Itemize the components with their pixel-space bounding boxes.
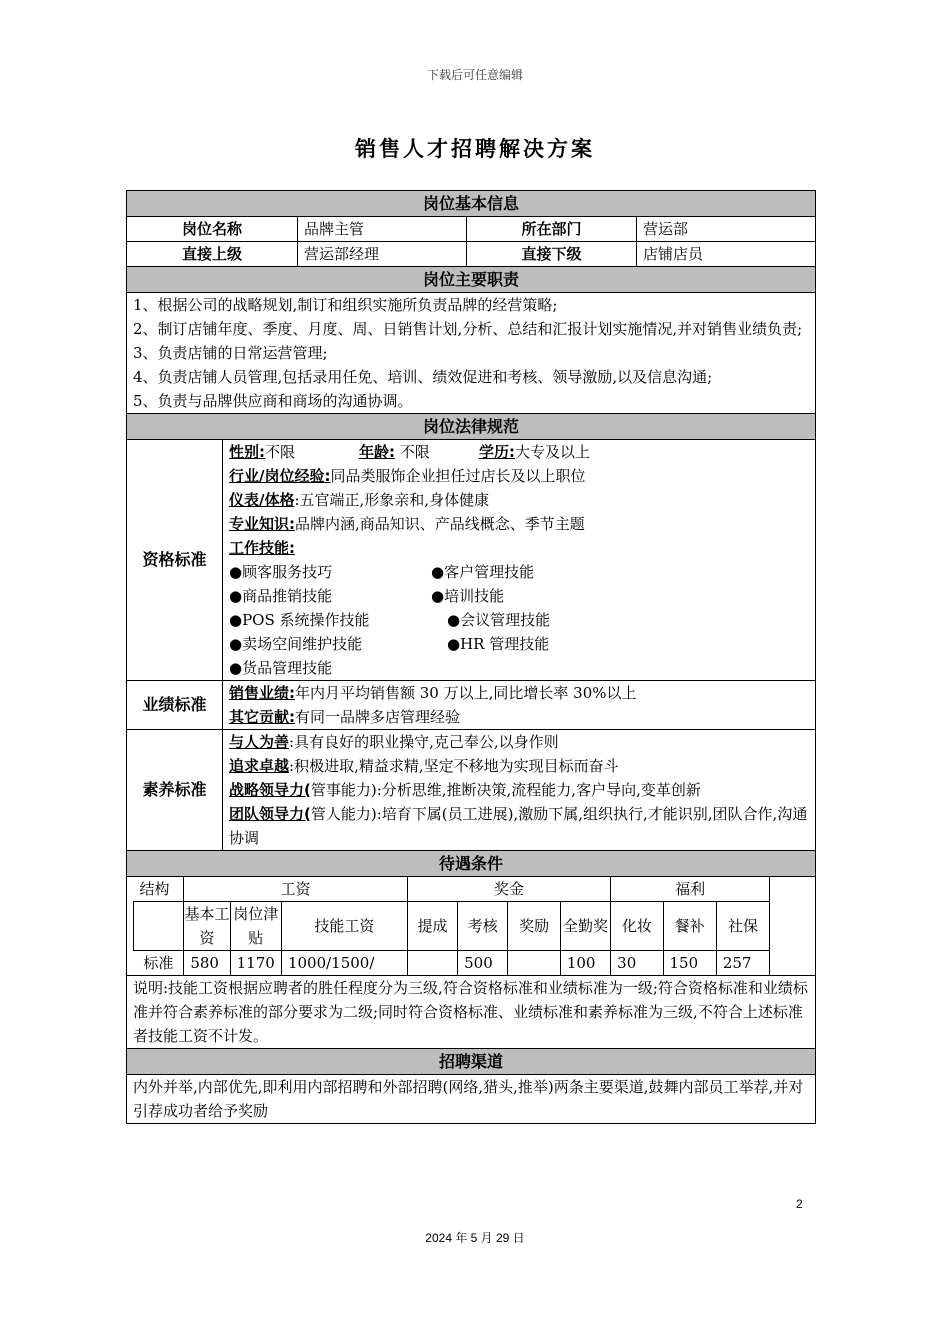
- skills-row: [229, 632, 809, 656]
- age-value: 不限: [395, 443, 430, 461]
- section-benefits: 待遇条件: [127, 851, 816, 877]
- education-key: 学历:: [479, 443, 515, 461]
- document-title: 销售人才招聘解决方案: [355, 136, 595, 161]
- standard-label: 标准: [134, 951, 184, 976]
- skill-item: ●卖场空间维护技能: [229, 635, 363, 653]
- item-social-security: 社保: [716, 902, 769, 951]
- performance-content: [223, 681, 816, 730]
- section-norms: 岗位法律规范: [127, 414, 816, 440]
- value-assessment: 500: [458, 951, 508, 976]
- value-social-security: 257: [716, 951, 769, 976]
- subordinate-value: 店铺店员: [637, 242, 816, 267]
- qualification-content: [223, 440, 816, 681]
- appearance-key: 仪表/体格: [229, 491, 295, 509]
- gender-value: 不限: [265, 443, 296, 461]
- education-value: 大专及以上: [515, 443, 591, 461]
- item-skill-wage: 技能工资: [281, 902, 407, 951]
- job-description-table: [126, 190, 816, 1124]
- skills-key: 工作技能:: [229, 539, 295, 557]
- footer-date: 2024 年 5 月 29 日: [425, 1231, 525, 1245]
- item-assessment: 考核: [458, 902, 508, 951]
- section-basic-info: 岗位基本信息: [127, 191, 816, 217]
- position-name-label: 岗位名称: [127, 217, 298, 242]
- experience-value: 同品类服饰企业担任过店长及以上职位: [330, 467, 586, 485]
- performance-label: 业绩标准: [127, 681, 223, 730]
- channels-text: 内外并举,内部优先,即利用内部招聘和外部招聘(网络,猎头,推举)两条主要渠道,鼓舞内部员工举荐,并对引荐成功者给予奖励: [127, 1075, 816, 1124]
- item-attendance: 全勤奖: [560, 902, 610, 951]
- department-label: 所在部门: [467, 217, 637, 242]
- bonus-group: 奖金: [407, 877, 610, 902]
- superior-label: 直接上级: [127, 242, 298, 267]
- skills-row: [229, 656, 809, 680]
- skill-item: ●会议管理技能: [447, 611, 551, 629]
- skills-row: [229, 560, 809, 584]
- item-post-allowance: 岗位津贴: [230, 902, 281, 951]
- qualification-label: 资格标准: [127, 440, 223, 681]
- item-reward: 奖励: [508, 902, 560, 951]
- contribution-key: 其它贡献:: [229, 708, 295, 726]
- duty-item: 5、负责与品牌供应商和商场的沟通协调。: [133, 392, 413, 410]
- benefits-note: 说明:技能工资根据应聘者的胜任程度分为三级,符合资格标准和业绩标准为一级;符合资格标准和业绩标准并符合素养标准的部分要求为二级;同时符合资格标准、业绩标准和素养标准为三级,不符合上述标准者技能工资不计发。: [127, 976, 816, 1049]
- culture-key: 战略领导力(: [229, 781, 311, 799]
- culture-value: 管人能力):培育下属(员工进展),激励下属,组织执行,才能识别,团队合作,沟通协调: [229, 805, 808, 847]
- duty-item: 1、根据公司的战略规划,制订和组织实施所负责品牌的经营策略;: [133, 296, 558, 314]
- culture-content: [223, 730, 816, 851]
- duties-list: [127, 293, 816, 414]
- value-skill-wage: 1000/1500/: [281, 951, 407, 976]
- skill-item: ●POS 系统操作技能: [229, 611, 370, 629]
- position-name-value: 品牌主管: [298, 217, 467, 242]
- page-number: 2: [796, 1197, 803, 1211]
- knowledge-value: 品牌内涵,商品知识、产品线概念、季节主题: [295, 515, 585, 533]
- culture-value: :积极进取,精益求精,坚定不移地为实现目标而奋斗: [289, 757, 619, 775]
- superior-value: 营运部经理: [298, 242, 467, 267]
- value-post-allowance: 1170: [230, 951, 281, 976]
- basic-requirements: [229, 440, 809, 464]
- value-reward: [508, 951, 560, 976]
- skill-item: ●商品推销技能: [229, 587, 333, 605]
- culture-value: 管事能力):分析思维,推断决策,流程能力,客户导向,变革创新: [310, 781, 701, 799]
- value-makeup: 30: [611, 951, 663, 976]
- culture-key: 追求卓越: [229, 757, 290, 775]
- culture-key: 团队领导力(: [229, 805, 311, 823]
- salary-table-cell: [127, 877, 816, 976]
- department-value: 营运部: [637, 217, 816, 242]
- culture-key: 与人为善: [229, 733, 290, 751]
- appearance-value: :五官端正,形象亲和,身体健康: [294, 491, 490, 509]
- value-commission: [407, 951, 457, 976]
- item-makeup: 化妆: [611, 902, 663, 951]
- item-commission: 提成: [407, 902, 457, 951]
- value-base-salary: 580: [184, 951, 230, 976]
- section-channels: 招聘渠道: [127, 1049, 816, 1075]
- page-header-note: 下载后可任意编辑: [426, 68, 523, 82]
- culture-value: :具有良好的职业操守,克己奉公,以身作则: [289, 733, 559, 751]
- skills-row: [229, 584, 809, 608]
- item-meal: 餐补: [663, 902, 716, 951]
- value-meal: 150: [663, 951, 716, 976]
- contribution-value: 有同一品牌多店管理经验: [295, 708, 461, 726]
- subordinate-label: 直接下级: [467, 242, 637, 267]
- skill-item: ●货品管理技能: [229, 659, 333, 677]
- section-duties: 岗位主要职责: [127, 267, 816, 293]
- culture-label: 素养标准: [127, 730, 223, 851]
- knowledge-key: 专业知识:: [229, 515, 295, 533]
- skill-item: ●HR 管理技能: [447, 635, 550, 653]
- gender-key: 性别:: [229, 443, 265, 461]
- skill-item: ●客户管理技能: [431, 563, 535, 581]
- welfare-group: 福利: [611, 877, 770, 902]
- skills-row: [229, 608, 809, 632]
- sales-value: 年内月平均销售额 30 万以上,同比增长率 30%以上: [295, 684, 637, 702]
- salary-table: [133, 877, 809, 975]
- age-key: 年龄:: [359, 443, 395, 461]
- duty-item: 3、负责店铺的日常运营管理;: [133, 344, 328, 362]
- experience-key: 行业/岗位经验:: [229, 467, 331, 485]
- skill-item: ●顾客服务技巧: [229, 563, 333, 581]
- duty-item: 4、负责店铺人员管理,包括录用任免、培训、绩效促进和考核、领导激励,以及信息沟通;: [133, 368, 713, 386]
- duty-item: 2、制订店铺年度、季度、月度、周、日销售计划,分析、总结和汇报计划实施情况,并对销售业绩负责;: [133, 320, 803, 338]
- sales-key: 销售业绩:: [229, 684, 295, 702]
- skill-item: ●培训技能: [431, 587, 505, 605]
- structure-label: 结构: [134, 877, 184, 902]
- wage-group: 工资: [184, 877, 407, 902]
- item-base-salary: 基本工资: [184, 902, 230, 951]
- value-attendance: 100: [560, 951, 610, 976]
